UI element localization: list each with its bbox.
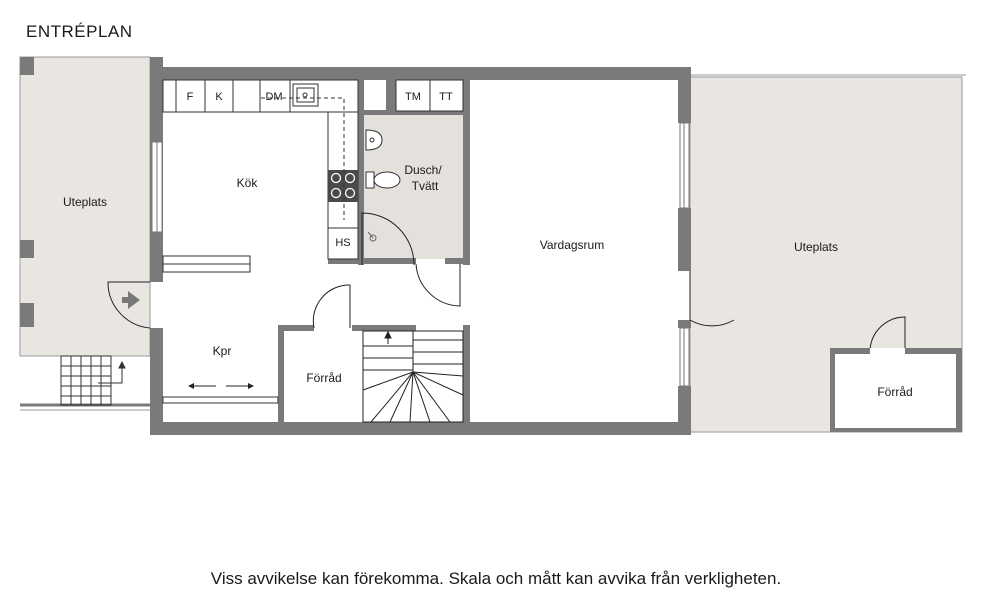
room-label-vardagsrum: Vardagsrum <box>539 238 605 252</box>
room-label-uteplats-right: Uteplats <box>793 240 839 254</box>
disclaimer-text: Viss avvikelse kan förekomma. Skala och mått kan avvika från verkligheten. <box>210 569 782 588</box>
fixture-label-freezer: K <box>215 91 223 103</box>
room-label-kok: Kök <box>236 176 258 190</box>
patio-left <box>20 57 150 410</box>
fixture-label-washer: TT <box>439 91 453 103</box>
room-label-tvatt: Tvätt <box>411 179 439 193</box>
plan-title: ENTRÉPLAN <box>26 22 133 41</box>
outdoor-steps <box>61 356 125 405</box>
room-label-uteplats-left: Uteplats <box>62 195 108 209</box>
sink-icon <box>293 84 318 106</box>
toilet-icon <box>366 172 400 188</box>
kitchen-bench <box>163 256 250 272</box>
room-label-kpr: Kpr <box>212 344 232 358</box>
room-label-forrad-inner: Förråd <box>306 371 342 385</box>
fixture-label-fridge: F <box>186 91 194 103</box>
fixture-label-wardrobe: HS <box>335 237 351 249</box>
stove-icon <box>328 170 358 202</box>
room-label-forrad-outer: Förråd <box>877 385 913 399</box>
room-label-dusch: Dusch/ <box>404 163 442 177</box>
fixture-label-dishwasher: DM <box>265 91 283 103</box>
fixture-label-dryer: TM <box>405 91 421 103</box>
